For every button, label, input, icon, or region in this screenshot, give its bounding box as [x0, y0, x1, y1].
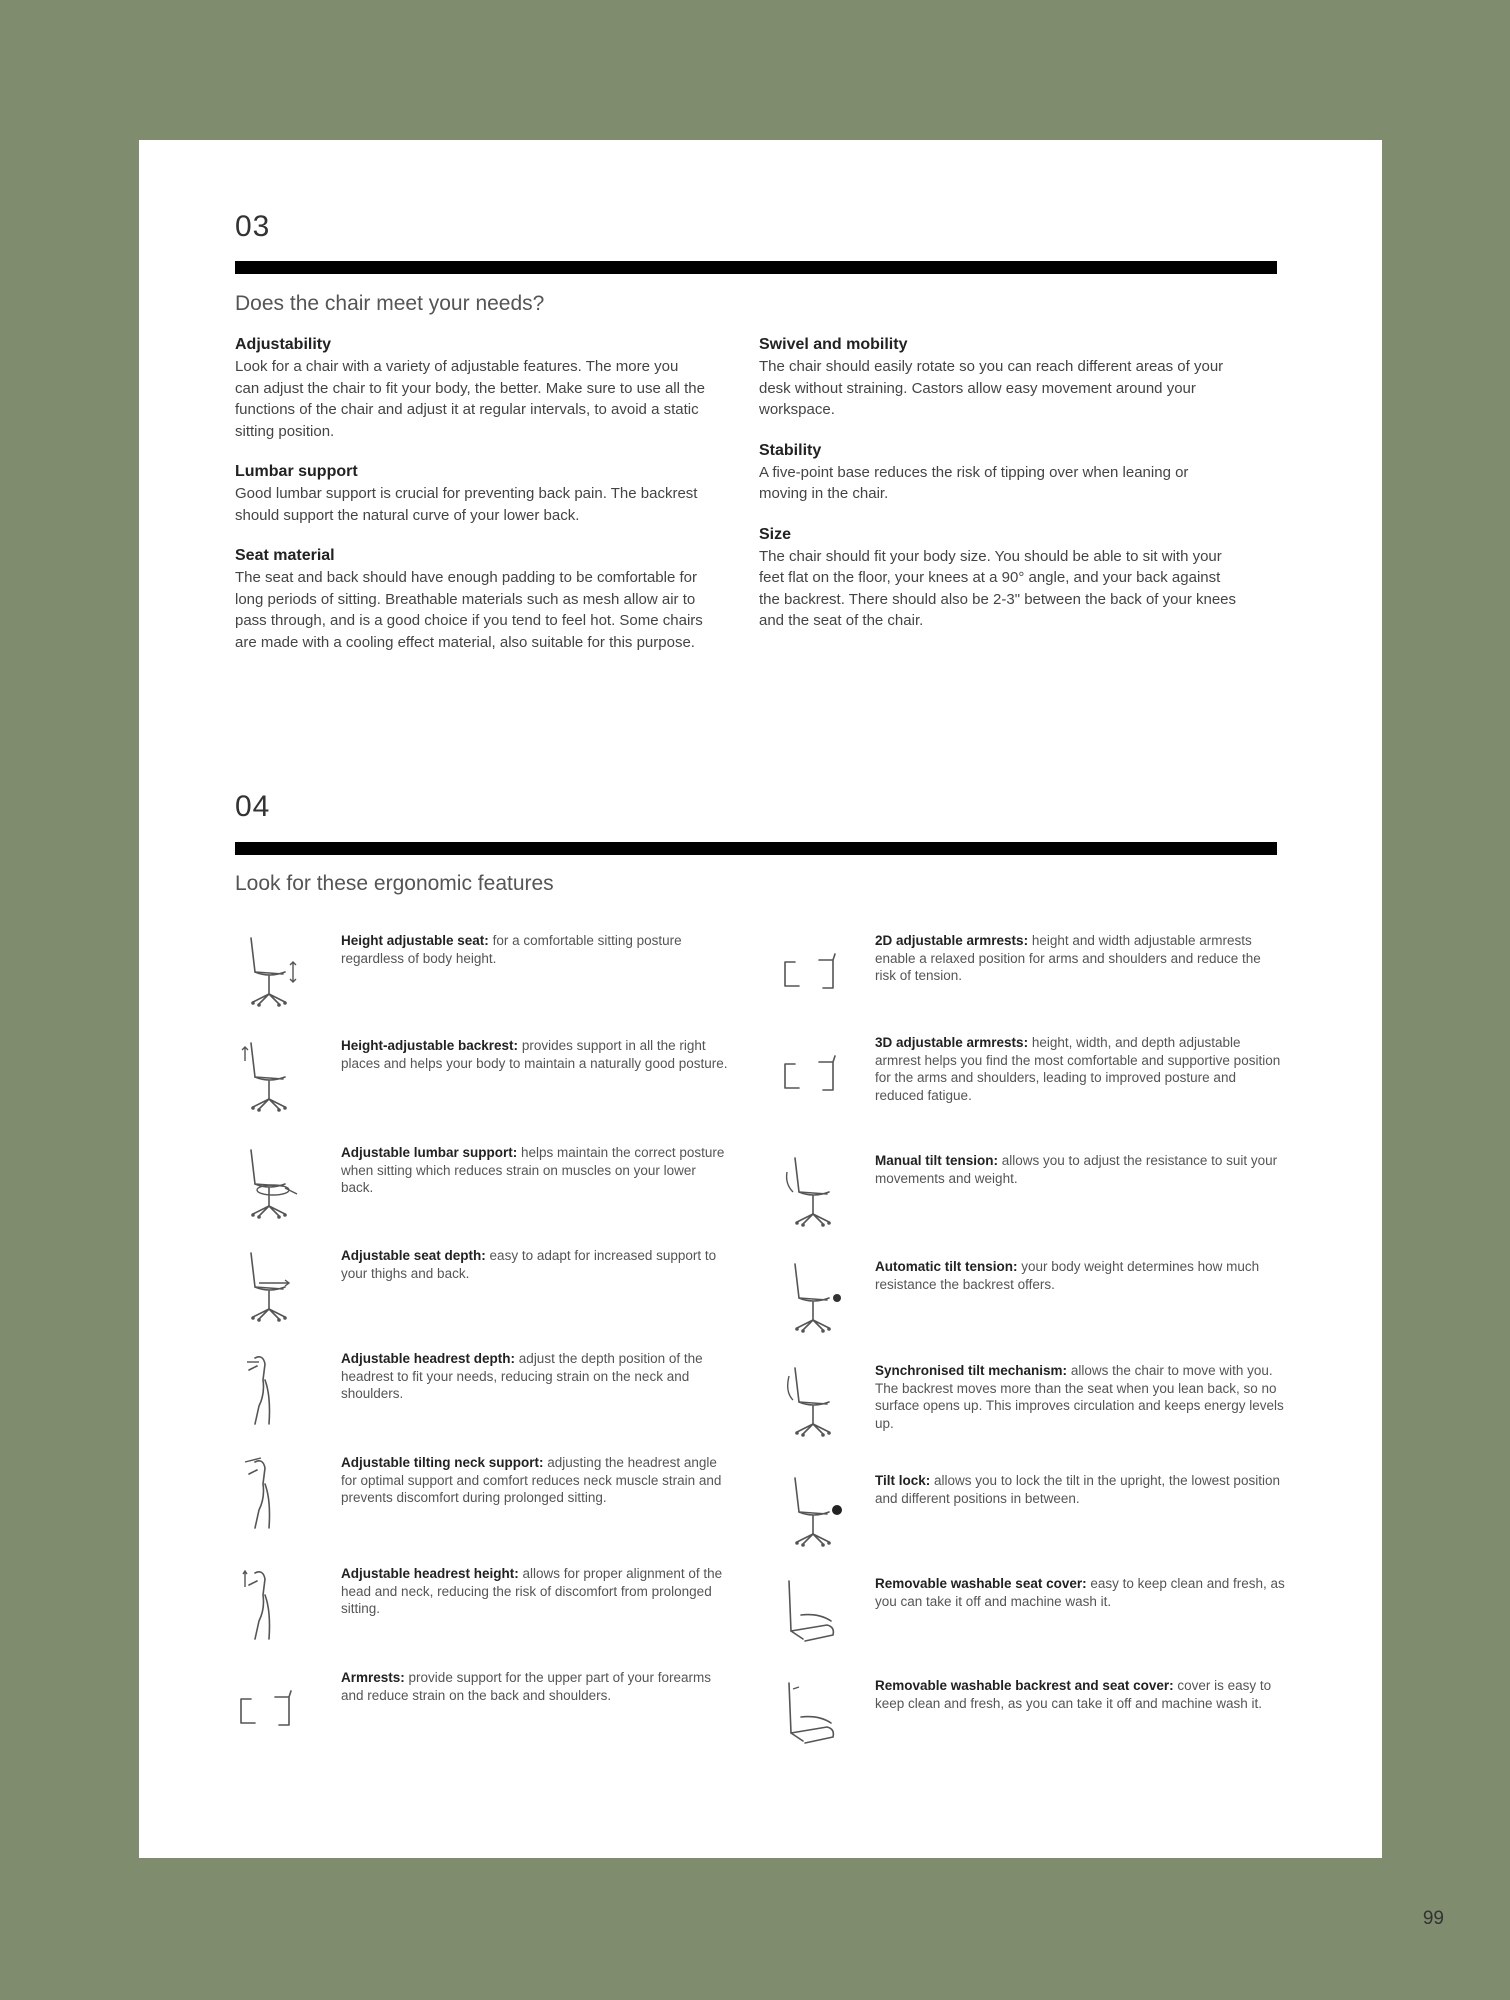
block-text: The seat and back should have enough padding to be comfortable for long periods of sitting. Breathable materials such as mesh allow air to pass through, and is a good choice if you tend to feel hot. Some chairs are made with a cooling effect material, also suitable for this purpose. [235, 569, 703, 651]
feature-title: Adjustable tilting neck support: [341, 1455, 544, 1470]
block-title: Adjustability [235, 336, 332, 353]
chair-height-icon [235, 932, 307, 1012]
section-04-rule [235, 842, 1277, 855]
block-text: Good lumbar support is crucial for preventing back pain. The backrest should support the natural curve of your lower back. [235, 485, 698, 524]
block-adjustability [235, 336, 705, 442]
feature-text [341, 1037, 731, 1072]
feature-title: Synchronised tilt mechanism: [875, 1363, 1068, 1378]
feature-desc: helps maintain the correct posture when sitting which reduces strain on muscles on your lower back. [341, 1145, 725, 1195]
block-seat-material [235, 547, 705, 653]
feature-desc: easy to adapt for increased support to your thighs and back. [341, 1248, 717, 1281]
feature-title: Automatic tilt tension: [875, 1259, 1018, 1274]
block-title: Swivel and mobility [759, 336, 908, 353]
section-03-number: 03 [235, 210, 271, 243]
block-text: The chair should easily rotate so you can reach different areas of your desk without straining. Castors allow easy movement around your workspace. [759, 358, 1224, 418]
feature-item [779, 1152, 1299, 1248]
feature-text [341, 1247, 731, 1282]
section-03-rule [235, 261, 1277, 274]
feature-title: Armrests: [341, 1670, 405, 1685]
feature-text [341, 1144, 731, 1197]
feature-text [875, 1258, 1285, 1293]
feature-text [875, 1677, 1285, 1712]
section-04-subtitle: Look for these ergonomic features [235, 872, 554, 895]
feature-item [235, 1144, 755, 1240]
feature-text [341, 1669, 731, 1704]
feature-title: Tilt lock: [875, 1473, 931, 1488]
block-title: Seat material [235, 547, 335, 564]
neck-support-icon [235, 1454, 307, 1534]
feature-title: Adjustable headrest depth: [341, 1351, 516, 1366]
feature-title: Adjustable headrest height: [341, 1566, 519, 1581]
block-title: Lumbar support [235, 463, 358, 480]
feature-text [341, 1454, 731, 1507]
auto-tilt-icon [779, 1258, 851, 1338]
feature-title: Height-adjustable backrest: [341, 1038, 519, 1053]
feature-desc: allows the chair to move with you. The backrest moves more than the seat when you lean back, so no surface opens up. This improves circulation and keeps energy levels up. [875, 1363, 1284, 1431]
block-lumbar-support [235, 463, 705, 526]
feature-desc: height and width adjustable armrests enable a relaxed position for arms and shoulders and reduce the risk of tension. [875, 933, 1261, 983]
feature-title: Removable washable seat cover: [875, 1576, 1087, 1591]
synchro-tilt-icon [779, 1362, 851, 1442]
seat-depth-icon [235, 1247, 307, 1327]
block-title: Stability [759, 441, 822, 459]
armrest-2d-icon [779, 932, 851, 1012]
feature-title: Height adjustable seat: [341, 933, 489, 948]
section-03-subtitle: Does the chair meet your needs? [235, 292, 545, 315]
feature-title: Adjustable lumbar support: [341, 1145, 518, 1160]
feature-item [779, 1472, 1299, 1568]
block-swivel [759, 336, 1239, 421]
feature-text [875, 1034, 1285, 1104]
feature-text [875, 1362, 1285, 1432]
feature-item [235, 1669, 755, 1765]
feature-desc: easy to keep clean and fresh, as you can take it off and machine wash it. [875, 1576, 1285, 1609]
feature-desc: adjust the depth position of the headrest to fit your needs, reducing strain on the neck and shoulders. [341, 1351, 703, 1401]
headrest-height-icon [235, 1565, 307, 1645]
block-text: A five-point base reduces the risk of tipping over when leaning or moving in the chair. [759, 463, 1189, 502]
feature-desc: cover is easy to keep clean and fresh, as you can take it off and machine wash it. [875, 1678, 1272, 1711]
feature-text [341, 932, 731, 967]
feature-item [779, 1034, 1299, 1130]
block-text: Look for a chair with a variety of adjustable features. The more you can adjust the chair to fit your body, the better. Make sure to use all the functions of the chair and adjust it at regular intervals, to avoid a static sitting position. [235, 358, 705, 440]
armrest-icon [235, 1669, 307, 1749]
block-size [759, 526, 1239, 632]
chair-backrest-icon [235, 1037, 307, 1117]
feature-desc: your body weight determines how much resistance the backrest offers. [875, 1259, 1260, 1292]
section-03-left-column [235, 336, 705, 674]
section-04-number: 04 [235, 790, 271, 823]
feature-item [779, 1575, 1299, 1671]
feature-item [235, 1350, 755, 1446]
block-title: Size [759, 525, 792, 543]
feature-title: Adjustable seat depth: [341, 1248, 486, 1263]
feature-item [235, 1565, 755, 1661]
manual-tilt-icon [779, 1152, 851, 1232]
page-number: 99 [1422, 1908, 1444, 1929]
feature-item [235, 1454, 755, 1550]
feature-text [341, 1565, 731, 1618]
feature-item [235, 1247, 755, 1343]
feature-desc: allows you to lock the tilt in the upright, the lowest position and different positions in between. [875, 1473, 1280, 1506]
feature-desc: allows you to adjust the resistance to suit your movements and weight. [875, 1153, 1278, 1186]
feature-title: 3D adjustable armrests: [875, 1035, 1029, 1050]
feature-item [235, 932, 755, 1028]
feature-text [341, 1350, 731, 1403]
feature-item [779, 1362, 1299, 1458]
headrest-depth-icon [235, 1350, 307, 1430]
armrest-3d-icon [779, 1034, 851, 1114]
section-03-right-column [759, 336, 1239, 653]
feature-desc: height, width, and depth adjustable armrest helps you find the most comfortable and supportive position for the arms and shoulders, leading to improved posture and reduced fatigue. [875, 1035, 1281, 1103]
tilt-lock-icon [779, 1472, 851, 1552]
feature-text [875, 1152, 1285, 1187]
feature-desc: for a comfortable sitting posture regardless of body height. [341, 933, 682, 966]
feature-item [235, 1037, 755, 1133]
feature-desc: provide support for the upper part of your forearms and reduce strain on the back and shoulders. [341, 1670, 711, 1703]
feature-item [779, 932, 1299, 1028]
feature-text [875, 1575, 1285, 1610]
feature-text [875, 1472, 1285, 1507]
feature-title: Removable washable backrest and seat cover: [875, 1678, 1174, 1693]
feature-desc: allows for proper alignment of the head and neck, reducing the risk of discomfort from prolonged sitting. [341, 1566, 723, 1616]
block-stability [759, 442, 1239, 505]
document-sheet [139, 140, 1382, 1858]
feature-title: 2D adjustable armrests: [875, 933, 1029, 948]
feature-title: Manual tilt tension: [875, 1153, 998, 1168]
backrest-cover-icon [779, 1677, 851, 1757]
block-text: The chair should fit your body size. You should be able to sit with your feet flat on the floor, your knees at a 90° angle, and your back against the backrest. There should also be 2-3" between the back of your knees and the seat of the chair. [759, 547, 1237, 629]
feature-desc: provides support in all the right places and helps your body to maintain a naturally good posture. [341, 1038, 728, 1071]
feature-desc: adjusting the headrest angle for optimal support and comfort reduces neck muscle strain and prevents discomfort during prolonged sitting. [341, 1455, 722, 1505]
feature-text [875, 932, 1285, 985]
feature-item [779, 1677, 1299, 1773]
seat-cover-icon [779, 1575, 851, 1655]
lumbar-support-icon [235, 1144, 307, 1224]
feature-item [779, 1258, 1299, 1354]
